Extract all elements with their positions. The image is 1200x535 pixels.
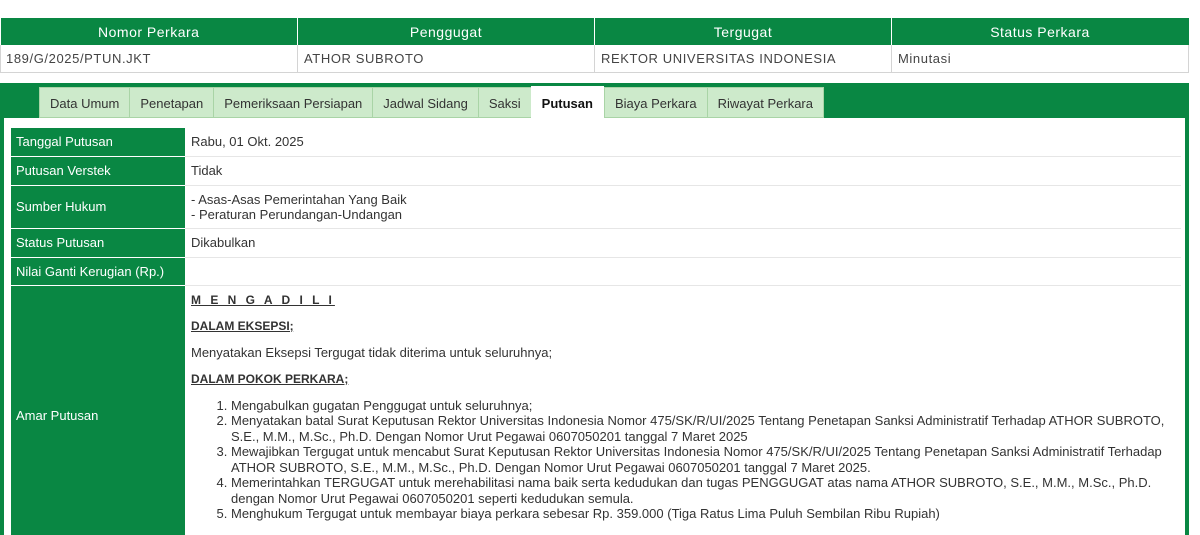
putusan-detail-table — [11, 128, 1181, 535]
value-sumber-hukum — [185, 185, 1181, 228]
tab-putusan[interactable]: Putusan — [531, 86, 604, 119]
label-nilai-ganti-kerugian: Nilai Ganti Kerugian (Rp.) — [11, 257, 185, 285]
header-penggugat: Penggugat — [298, 18, 595, 45]
tab-jadwal-sidang[interactable]: Jadwal Sidang — [372, 87, 478, 118]
tab-saksi[interactable]: Saksi — [478, 87, 531, 118]
value-amar-putusan — [185, 285, 1181, 535]
amar-list-item: 1. Mengabulkan gugatan Penggugat untuk seluruhnya; — [231, 398, 1181, 414]
amar-title: M E N G A D I L I — [191, 292, 335, 307]
value-nilai-ganti-kerugian — [185, 257, 1181, 285]
row-nilai-ganti-kerugian — [11, 257, 1181, 285]
tab-pemeriksaan-persiapan[interactable]: Pemeriksaan Persiapan — [213, 87, 372, 118]
value-status-putusan: Dikabulkan — [185, 228, 1181, 257]
tab-biaya-perkara[interactable]: Biaya Perkara — [604, 87, 707, 118]
eksepsi-heading: DALAM EKSEPSI; — [191, 318, 294, 333]
value-putusan-verstek: Tidak — [185, 156, 1181, 185]
row-sumber-hukum — [11, 185, 1181, 228]
label-amar-putusan: Amar Putusan — [11, 285, 185, 535]
row-amar-putusan — [11, 285, 1181, 535]
amar-list-item: 4. Memerintahkan TERGUGAT untuk merehabilitasi nama baik serta kedudukan dan tugas PENGGUGAT atas nama ATHOR SUBROTO, S.E., M.M., M.Sc., Ph.D. dengan Nomor Urut Pegawai 0607050201 seperti kedudukan semula. — [231, 475, 1181, 506]
amar-list-item: 2. Menyatakan batal Surat Keputusan Rektor Universitas Indonesia Nomor 475/SK/R/UI/2025 Tentang Penetapan Sanksi Administratif Terhadap ATHOR SUBROTO, S.E., M.M., M.Sc., Ph.D. Dengan Nomor Urut Pegawai 0607050201 tanggal 7 Maret 2025 — [231, 413, 1181, 444]
label-status-putusan: Status Putusan — [11, 228, 185, 257]
label-putusan-verstek: Putusan Verstek — [11, 156, 185, 185]
cell-nomor-perkara: 189/G/2025/PTUN.JKT — [1, 45, 298, 72]
pokok-perkara-heading: DALAM POKOK PERKARA; — [191, 371, 349, 386]
case-detail-panel — [0, 83, 1189, 535]
sumber-hukum-item: - Peraturan Perundangan-Undangan — [191, 206, 403, 222]
row-tanggal-putusan — [11, 128, 1181, 156]
tab-penetapan[interactable]: Penetapan — [129, 87, 213, 118]
case-summary-table — [0, 18, 1189, 73]
value-tanggal-putusan: Rabu, 01 Okt. 2025 — [185, 128, 1181, 156]
tab-data-umum[interactable]: Data Umum — [39, 87, 129, 118]
case-summary-row — [1, 45, 1189, 72]
cell-tergugat: REKTOR UNIVERSITAS INDONESIA — [595, 45, 892, 72]
tab-content-putusan — [4, 118, 1185, 535]
cell-penggugat: ATHOR SUBROTO — [298, 45, 595, 72]
amar-list-item: 5. Menghukum Tergugat untuk membayar biaya perkara sebesar Rp. 359.000 (Tiga Ratus Lima Puluh Sembilan Ribu Rupiah) — [231, 506, 1181, 522]
row-status-putusan — [11, 228, 1181, 257]
amar-list-item: 3. Mewajibkan Tergugat untuk mencabut Surat Keputusan Rektor Universitas Indonesia Nomor 475/SK/R/UI/2025 Tentang Penetapan Sanksi Administratif Terhadap ATHOR SUBROTO, S.E., M.M., M.Sc., Ph.D. Dengan Nomor Urut Pegawai 0607050201 tanggal 7 Maret 2025. — [231, 444, 1181, 475]
header-nomor-perkara: Nomor Perkara — [1, 18, 298, 45]
header-status-perkara: Status Perkara — [892, 18, 1189, 45]
header-tergugat: Tergugat — [595, 18, 892, 45]
eksepsi-text: Menyatakan Eksepsi Tergugat tidak diterima untuk seluruhnya; — [191, 344, 553, 360]
amar-list — [231, 398, 1181, 522]
label-tanggal-putusan: Tanggal Putusan — [11, 128, 185, 156]
sumber-hukum-item: - Asas-Asas Pemerintahan Yang Baik — [191, 191, 407, 207]
row-putusan-verstek — [11, 156, 1181, 185]
tab-bar — [39, 86, 824, 119]
case-summary-header-row — [1, 18, 1189, 45]
cell-status-perkara: Minutasi — [892, 45, 1189, 72]
label-sumber-hukum: Sumber Hukum — [11, 185, 185, 228]
tab-riwayat-perkara[interactable]: Riwayat Perkara — [707, 87, 824, 118]
